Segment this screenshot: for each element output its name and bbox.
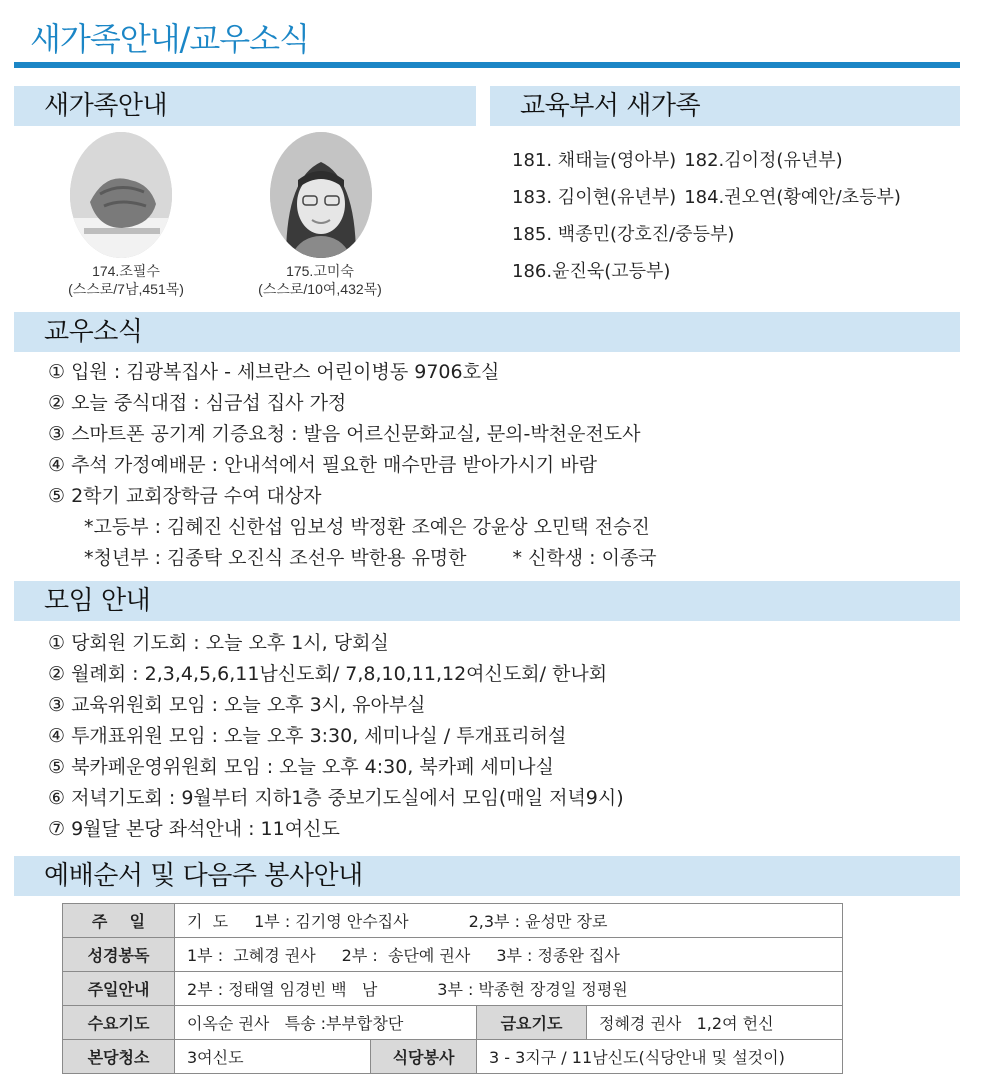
edu-newcomer: 183. 김이현(유년부)	[512, 187, 677, 208]
newcomer-detail: (스스로/10여,432목)	[258, 281, 382, 297]
table-row	[63, 972, 843, 1006]
section-news: 교우소식	[14, 312, 960, 352]
meetings-list	[48, 628, 624, 845]
list-item: ⑦ 9월달 본당 좌석안내 : 11여신도	[48, 818, 340, 840]
table-cell: 3 - 3지구 / 11남신도(식당안내 및 설것이)	[477, 1040, 843, 1074]
table-row	[63, 904, 843, 938]
cell-text: 2부 : 송단예 권사	[341, 946, 471, 965]
cell-text: 1부 : 고혜경 권사	[187, 946, 316, 965]
list-item: ① 당회원 기도회 : 오늘 오후 1시, 당회실	[48, 632, 389, 654]
list-item: ③ 스마트폰 공기계 기증요청 : 발음 어르신문화교실, 문의-박천운전도사	[48, 423, 641, 445]
edu-newcomer: 186.윤진욱(고등부)	[512, 261, 671, 282]
list-item: ⑤ 북카페운영위원회 모임 : 오늘 오후 4:30, 북카페 세미나실	[48, 756, 554, 778]
table-row	[63, 938, 843, 972]
cell-text: 3부 : 박종현 장경일 정평원	[437, 980, 628, 999]
table-cell: 이옥순 권사 특송 :부부합창단	[175, 1006, 477, 1040]
newcomer-photo-portrait	[270, 132, 372, 258]
list-item: ④ 투개표위원 모임 : 오늘 오후 3:30, 세미나실 / 투개표리허설	[48, 725, 567, 747]
edu-newcomer: 182.김이정(유년부)	[684, 150, 843, 171]
list-item: ⑤ 2학기 교회장학금 수여 대상자	[48, 485, 322, 507]
table-row	[63, 1006, 843, 1040]
cell-text: 2부 : 정태열 임경빈 백 남	[187, 980, 378, 999]
edu-newcomer: 181. 채태늘(영아부)	[512, 150, 677, 171]
row-label: 성경봉독	[63, 938, 175, 972]
list-item	[512, 253, 901, 290]
list-item	[512, 216, 901, 253]
row-label: 금요기도	[477, 1006, 587, 1040]
table-cell	[175, 938, 843, 972]
row-label: 식당봉사	[371, 1040, 477, 1074]
list-item: *고등부 : 김혜진 신한섭 임보성 박정환 조예은 강윤상 오민택 전승진	[84, 516, 650, 538]
title-rule	[14, 62, 960, 68]
newcomer-caption-2	[250, 262, 390, 298]
edu-newcomer-list	[512, 142, 901, 290]
row-label: 주 일	[63, 904, 175, 938]
cell-text: 3부 : 정종완 집사	[496, 946, 620, 965]
section-edu-newcomers: 교육부서 새가족	[490, 86, 960, 126]
section-newcomers: 새가족안내	[14, 86, 476, 126]
duty-table	[62, 903, 843, 1074]
cell-text: 1부 : 김기영 안수집사	[254, 912, 409, 931]
list-item	[48, 543, 657, 574]
newcomer-caption-1	[56, 262, 196, 298]
table-cell	[175, 972, 843, 1006]
list-item	[512, 142, 901, 179]
table-cell: 정혜경 권사 1,2여 헌신	[587, 1006, 843, 1040]
row-label: 본당청소	[63, 1040, 175, 1074]
newcomer-photo-hands	[70, 132, 172, 258]
table-cell	[175, 904, 843, 938]
list-item: ⑥ 저녁기도회 : 9월부터 지하1층 중보기도실에서 모임(매일 저녁9시)	[48, 787, 624, 809]
row-label: 수요기도	[63, 1006, 175, 1040]
newcomer-name: 175.고미숙	[286, 263, 354, 279]
cell-text: 기 도	[187, 912, 229, 931]
newcomer-name: 174.조필수	[92, 263, 160, 279]
section-service: 예배순서 및 다음주 봉사안내	[14, 856, 960, 896]
youth-recipients: *청년부 : 김종탁 오진식 조선우 박한용 유명한	[84, 547, 467, 569]
list-item: ③ 교육위원회 모임 : 오늘 오후 3시, 유아부실	[48, 694, 426, 716]
list-item: ① 입원 : 김광복집사 - 세브란스 어린이병동 9706호실	[48, 361, 500, 383]
list-item	[512, 179, 901, 216]
list-item: ② 월례회 : 2,3,4,5,6,11남신도회/ 7,8,10,11,12여신도회/ 한나회	[48, 663, 608, 685]
cell-text: 2,3부 : 윤성만 장로	[468, 912, 608, 931]
edu-newcomer: 185. 백종민(강호진/중등부)	[512, 224, 735, 245]
news-list	[48, 357, 657, 574]
edu-newcomer: 184.권오연(황예안/초등부)	[684, 187, 901, 208]
newcomer-detail: (스스로/7남,451목)	[68, 281, 184, 297]
seminary-recipients: * 신학생 : 이종국	[512, 547, 657, 569]
section-meetings: 모임 안내	[14, 581, 960, 621]
page-title: 새가족안내/교우소식	[30, 20, 309, 58]
list-item: ④ 추석 가정예배문 : 안내석에서 필요한 매수만큼 받아가시기 바람	[48, 454, 597, 476]
row-label: 주일안내	[63, 972, 175, 1006]
list-item: ② 오늘 중식대접 : 심금섭 집사 가정	[48, 392, 347, 414]
table-row	[63, 1040, 843, 1074]
table-cell: 3여신도	[175, 1040, 371, 1074]
